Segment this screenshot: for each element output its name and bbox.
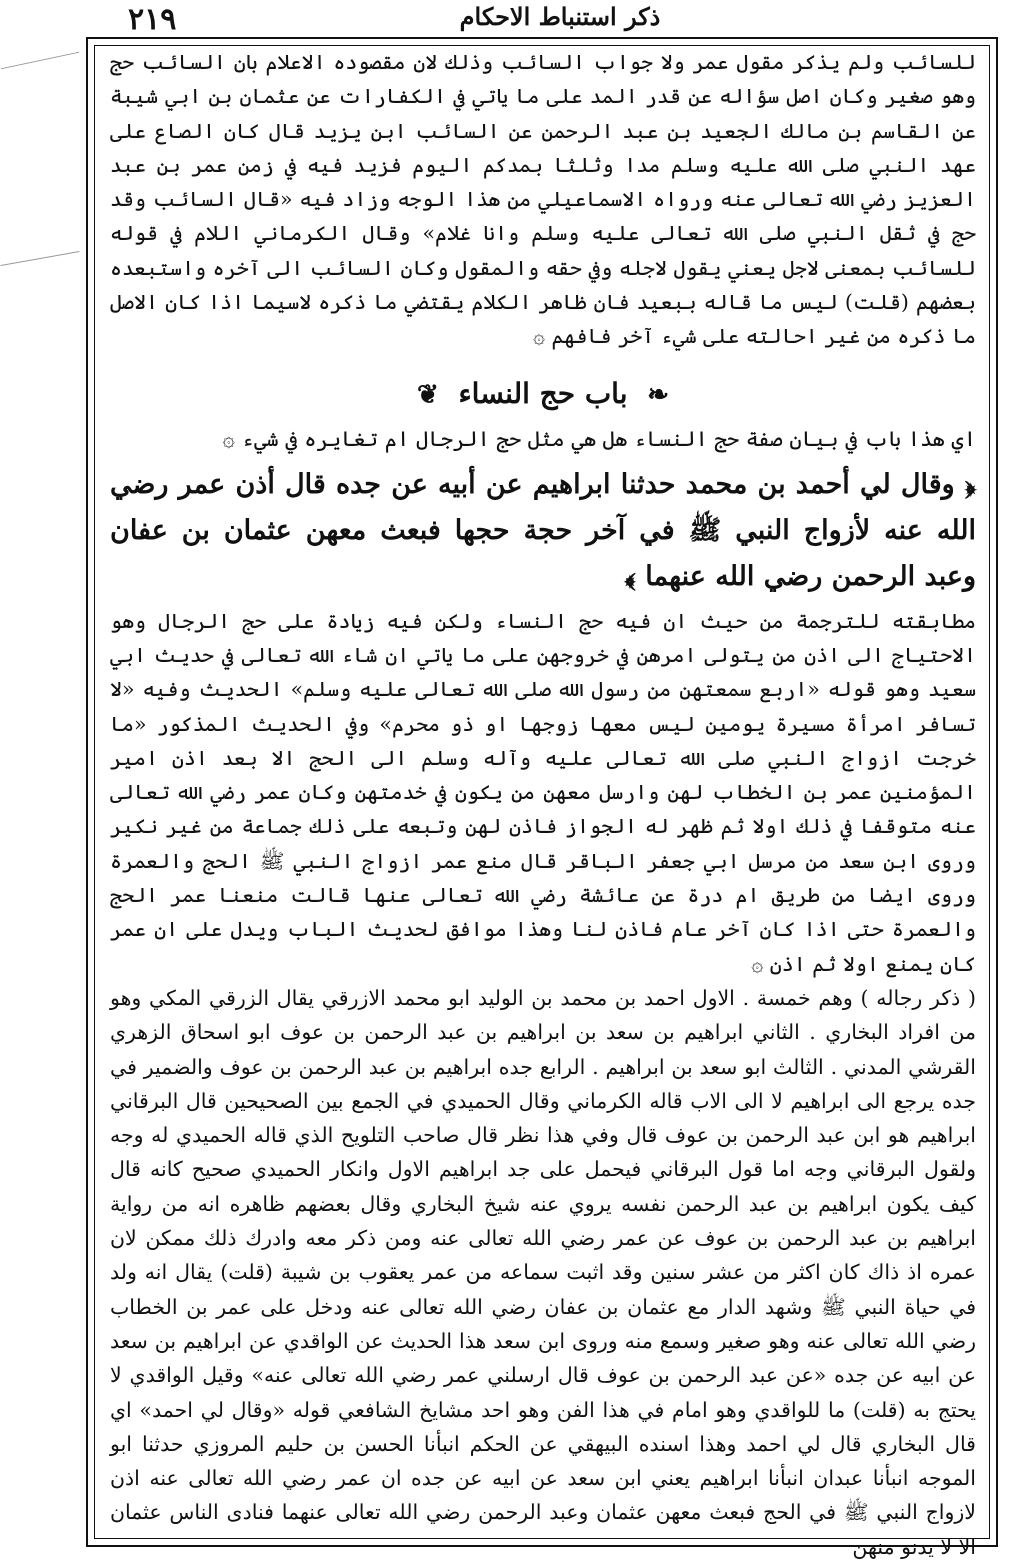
page-content xyxy=(110,44,976,1559)
margin-stroke xyxy=(1,52,79,70)
narrators-paragraph: ( ذكر رجاله ) وهم خمسة . الاول احمد بن محمد بن الوليد ابو محمد الازرقي يقال الزرقي المكي وهو من افراد البخاري . الثاني ابراهيم بن سعد بن ابراهيم بن عبد الرحمن بن عوف ابو اسحاق الزهري القرشي المدني . الثالث ابو سعد بن ابراهيم . الرابع جده ابراهيم بن عبد الرحمن بن عوف والضمير في جده يرجع الى ابراهيم لا الى الاب قاله الكرماني وقال الحميدي في الجمع بين الصحيحين قال البرقاني ابراهيم هو ابن عبد الرحمن بن عوف قال وفي هذا نظر قال صاحب التلويح الذي قاله الحميدي له وجه ولقول البرقاني وجه اما قول البرقاني فيحمل على جد ابراهيم الاول وانكار الحميدي صحيح كانه قال كيف يكون ابراهيم بن عبد الرحمن نفسه يروي عنه شيخ البخاري وقال بعضهم ظاهره انه من رواية ابراهيم بن عبد الرحمن بن عوف عن عمر رضي الله تعالى عنه ومن ذكر معه وادرك ذلك ممكن لان عمره اذ ذاك كان اكثر من عشر سنين وقد اثبت سماعه من عمر يعقوب بن شيبة (قلت) يقال انه ولد في حياة النبي ﷺ وشهد الدار مع عثمان بن عفان رضي الله تعالى عنه ودخل على عمر بن الخطاب رضي الله تعالى عنه وهو صغير وسمع منه وروى ابن سعد هذا الحديث عن الواقدي عن ابراهيم بن سعد عن ابيه عن جده «عن عبد الرحمن بن عوف قال ارسلني عمر رضي الله تعالى عنه» وقيل الواقدي لا يحتج به (قلت) ما للواقدي وهو امام في هذا الفن وهو احد مشايخ الشافعي قوله «وقال لي احمد» اي قال البخاري قال لي احمد وهذا اسنده البيهقي عن الحكم انبأنا الحسن بن حليم المروزي حدثنا ابو الموجه انبأنا عبدان انبأنا ابراهيم يعني ابن سعد عن ابيه عن جده ان عمر رضي الله تعالى عنه اذن لازواج النبي ﷺ في الحج فبعث معهن عثمان وعبد الرحمن رضي الله تعالى عنهما فنادى الناس عثمان الا لا يدنو منهن xyxy=(110,985,976,1559)
hadith-text: ﴿ وقال لي أحمد بن محمد حدثنا ابراهيم عن أبيه عن جده قال أذن عمر رضي الله عنه لأزواج النبي ﷺ في آخر حجة حجها فبعث معهن عثمان بن عفان وعبد الرحمن رضي الله عنهما ﴾ xyxy=(110,468,976,592)
page-number: ٢١٩ xyxy=(128,2,177,37)
chapter-intro: اي هذا باب في بيان صفة حج النساء هل هي مثل حج الرجال ام تغايره في شيء ۞ xyxy=(222,426,976,451)
ornament-right-icon: ❧ xyxy=(647,379,670,410)
chapter-title: باب حج النساء xyxy=(458,376,628,410)
intro-paragraph: للسائب ولم يذكر مقول عمر ولا جواب السائب وذلك لان مقصوده الاعلام بان السائب حج وهو صغير وكان اصل سؤاله عن قدر المد على ما ياتي في الكفارات عن عثمان بن ابي شيبة عن القاسم بن مالك الجعيد بن عبد الرحمن عن السائب ابن يزيد قال كان الصاع على عهد النبي صلى الله عليه وسلم مدا وثلثا بمدكم اليوم فزيد فيه في زمن عمر بن عبد العزيز رضي الله تعالى عنه ورواه الاسماعيلي من هذا الوجه وزاد فيه «قال السائب وقد حج في ثقل النبي صلى الله تعالى عليه وسلم وانا غلام» وقال الكرماني اللام في قوله للسائب بمعنى لاجل يعني يقول لاجله وفي حقه والمقول وكان السائب الى آخره واستبعده بعضهم (قلت) ليس ما قاله ببعيد فان ظاهر الكلام يقتضي ما ذكره لاسيما اذا كان الاصل ما ذكره من غير احالته على شيء آخر فافهم ۞ xyxy=(110,50,976,349)
chapter-heading xyxy=(110,372,976,416)
running-header: ذكر استنباط الاحكام xyxy=(459,2,661,31)
commentary-paragraph: مطابقته للترجمة من حيث ان فيه حج النساء ولكن فيه زيادة على حج الرجال وهو الاحتياج الى اذن من يتولى امرهن في خروجهن على ما ياتي ان شاء الله تعالى في حديث ابي سعيد وهو قوله «اربع سمعتهن من رسول الله صلى الله تعالى عليه وسلم» الحديث وفيه «لا تسافر امرأة مسيرة يومين ليس معها زوجها او ذو محرم» وفي الحديث المذكور «ما خرجت ازواج النبي صلى الله تعالى عليه وآله وسلم الى الحج الا بعد اذن امير المؤمنين عمر بن الخطاب لهن وارسل معهن من يكون في خدمتهن وكان عمر رضي الله تعالى عنه متوقفا في ذلك اولا ثم ظهر له الجواز فاذن لهن وتبعه على ذلك جماعة من غير نكير وروى ابن سعد من مرسل ابي جعفر الباقر قال منع عمر ازواج النبي ﷺ الحج والعمرة وروى ايضا من طريق ام درة عن عائشة رضي الله تعالى عنها قالت منعنا عمر الحج والعمرة حتى اذا كان آخر عام فاذن لنا وهذا موافق لحديث الباب ويدل على ان عمر كان يمنع اولا ثم اذن ۞ xyxy=(110,608,976,976)
margin-stroke xyxy=(1,251,80,266)
ornament-left-icon: ❦ xyxy=(416,379,439,410)
